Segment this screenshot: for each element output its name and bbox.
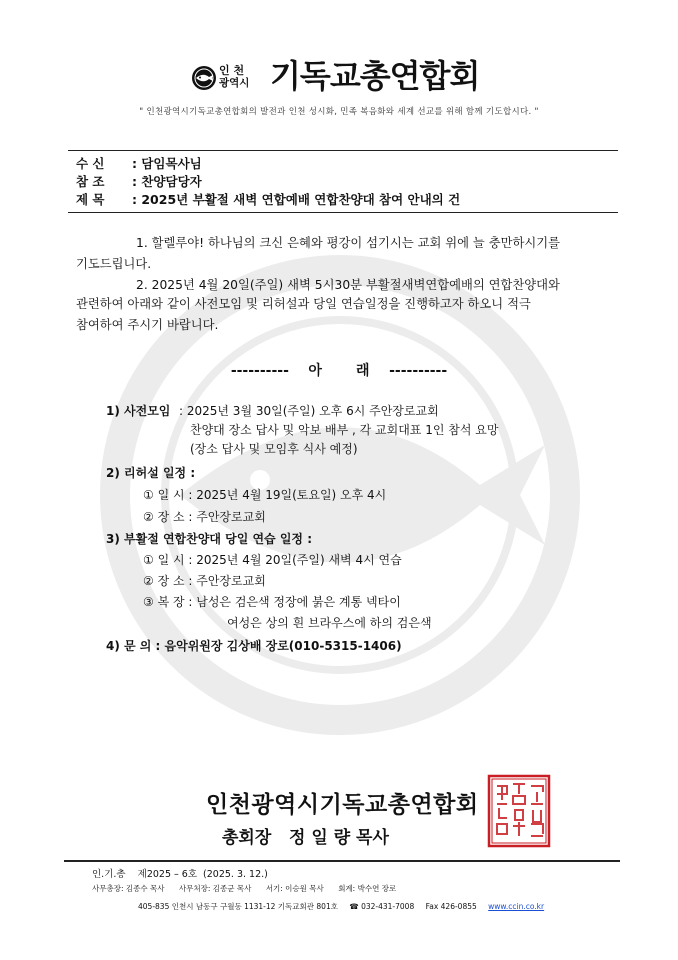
section4-contact: 4) 문 의 : 음악위원장 김상배 장로(010-5315-1406) <box>106 639 402 653</box>
reference-label: 참 조 <box>76 174 105 189</box>
subject-line <box>76 192 460 207</box>
section1-title: 1) 사전모임 <box>106 404 171 418</box>
staff-office-director: 사무처장: 김종군 목사 <box>178 884 252 893</box>
recipient-value: : 담임목사님 <box>132 156 202 171</box>
para2-line2: 관련하여 아래와 같이 사전모임 및 리허설과 당일 연습일정을 진행하고자 하오니 적극 <box>76 297 531 311</box>
section2-line1: ① 일 시 : 2025년 4월 19일(토요일) 오후 4시 <box>143 488 387 502</box>
section2-line2: ② 장 소 : 주안장로교회 <box>143 510 266 524</box>
para2-line1: 2. 2025년 4월 20일(주일) 새벽 5시30분 부활절새벽연합예배의 연합찬양대와 <box>136 278 560 292</box>
subject-label: 제 목 <box>76 192 105 207</box>
footer-representative: 총회장 정 일 량 목사 <box>222 828 389 848</box>
org-small-line2: 광역시 <box>219 77 250 89</box>
para1-line2: 기도드립니다. <box>76 257 152 271</box>
section1-line2: 찬양대 장소 답사 및 악보 배부 , 각 교회대표 1인 참석 요망 <box>190 423 499 437</box>
section3-line2: ② 장 소 : 주안장로교회 <box>143 574 266 588</box>
section3-line3: ③ 복 장 : 남성은 검은색 정장에 붉은 계통 넥타이 <box>143 595 401 609</box>
staff-list <box>92 883 408 894</box>
section3-line1: ① 일 시 : 2025년 4월 20일(주일) 새벽 4시 연습 <box>143 553 402 567</box>
footer-rule <box>64 860 620 862</box>
footer-org-name: 인천광역시기독교총연합회 <box>206 792 479 818</box>
section1-line1: : 2025년 3월 30일(주일) 오후 6시 주안장로교회 <box>179 404 439 418</box>
org-small-label <box>219 64 249 90</box>
website-link[interactable]: www.ccin.co.kr <box>488 902 545 911</box>
rule-bottom <box>68 212 618 213</box>
org-small-line1: 인 천 <box>219 64 245 77</box>
section2-title: 2) 리허설 일정 : <box>106 466 196 480</box>
official-seal-icon <box>487 774 551 848</box>
address: 405-835 인천시 남동구 구월동 1131-12 기독교회관 801호 <box>138 902 338 911</box>
recipient-line <box>76 156 202 171</box>
section3-title: 3) 부활절 연합찬양대 당일 연습 일정 : <box>106 532 312 546</box>
fish-emblem-logo <box>191 65 217 91</box>
staff-clerk: 서기: 이승원 목사 <box>265 884 324 893</box>
phone: ☎ 032-431-7008 <box>349 902 415 911</box>
para1-line1: 1. 할렐루야! 하나님의 크신 은혜와 평강이 섬기시는 교회 위에 늘 충만하시기를 <box>136 236 560 250</box>
contact-address-line <box>138 901 553 912</box>
reference-value: : 찬양담당자 <box>132 174 202 189</box>
subject-value: : 2025년 부활절 새벽 연합예배 연합찬양대 참여 안내의 건 <box>132 192 461 207</box>
recipient-label: 수 신 <box>76 156 105 171</box>
document-number: 인.기.총 제2025 – 6호 (2025. 3. 12.) <box>92 869 268 880</box>
org-title: 기독교총연합회 <box>270 57 480 95</box>
staff-treasurer: 회계: 박수연 장로 <box>338 884 397 893</box>
reference-line <box>76 174 202 189</box>
motto: " 인천광역시기독교총연합회의 발전과 인천 성시화, 민족 복음화와 세계 선교를 위해 함께 기도합시다. " <box>139 107 539 117</box>
fax: Fax 426-0855 <box>425 902 477 911</box>
para2-line3: 참여하여 주시기 바랍니다. <box>76 318 219 332</box>
section1-line3: (장소 답사 및 모임후 식사 예정) <box>190 442 358 456</box>
rule-top <box>68 150 618 151</box>
staff-secretary-general: 사무총장: 김종수 목사 <box>92 884 165 893</box>
notice-heading: ---------- 아 래 ---------- <box>230 363 448 379</box>
section3-line4: 여성은 상의 흰 브라우스에 하의 검은색 <box>227 616 432 630</box>
